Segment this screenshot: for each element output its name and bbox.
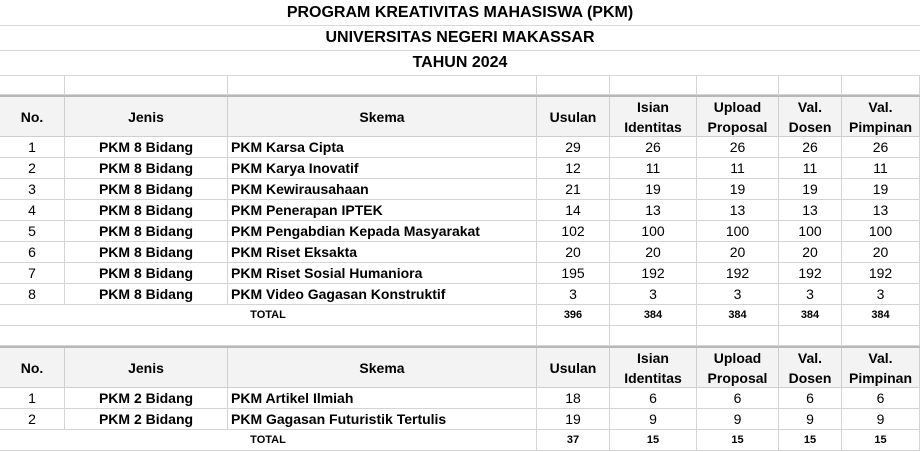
total-upload: 384 — [697, 305, 779, 326]
cell-isian: 100 — [610, 221, 697, 242]
col-no: No. — [0, 97, 65, 137]
cell-skema: PKM Pengabdian Kepada Masyarakat — [228, 221, 537, 242]
cell-usulan: 195 — [537, 263, 610, 284]
cell-usulan: 21 — [537, 179, 610, 200]
cell-jenis: PKM 8 Bidang — [65, 263, 228, 284]
cell-usulan: 3 — [537, 284, 610, 305]
table-row — [0, 263, 920, 284]
col-jenis: Jenis — [65, 97, 228, 137]
table-row — [0, 242, 920, 263]
empty-row — [0, 326, 920, 346]
total-usulan: 396 — [537, 305, 610, 326]
cell-skema: PKM Kewirausahaan — [228, 179, 537, 200]
cell-val-pimpinan: 9 — [842, 409, 920, 430]
cell-val-pimpinan: 6 — [842, 388, 920, 409]
cell-jenis: PKM 2 Bidang — [65, 388, 228, 409]
col-skema: Skema — [228, 97, 537, 137]
cell-usulan: 18 — [537, 388, 610, 409]
cell-val-dosen: 26 — [779, 137, 842, 158]
cell-isian: 11 — [610, 158, 697, 179]
col-val-pimpinan: Val. Pimpinan — [842, 97, 920, 137]
col-isian-identitas: Isian Identitas — [610, 348, 697, 388]
cell-upload: 19 — [697, 179, 779, 200]
cell-usulan: 14 — [537, 200, 610, 221]
col-usulan: Usulan — [537, 348, 610, 388]
cell-upload: 3 — [697, 284, 779, 305]
col-val-dosen: Val. Dosen — [779, 348, 842, 388]
cell-skema: PKM Gagasan Futuristik Tertulis — [228, 409, 537, 430]
cell-val-dosen: 6 — [779, 388, 842, 409]
cell-upload: 192 — [697, 263, 779, 284]
total-isian: 384 — [610, 305, 697, 326]
cell-jenis: PKM 2 Bidang — [65, 409, 228, 430]
cell-isian: 3 — [610, 284, 697, 305]
total-upload: 15 — [697, 430, 779, 451]
cell-upload: 100 — [697, 221, 779, 242]
cell-skema: PKM Video Gagasan Konstruktif — [228, 284, 537, 305]
col-no: No. — [0, 348, 65, 388]
col-usulan: Usulan — [537, 97, 610, 137]
total-val-dosen: 15 — [779, 430, 842, 451]
cell-upload: 6 — [697, 388, 779, 409]
table-1-header — [0, 97, 920, 137]
table-row — [0, 179, 920, 200]
cell-skema: PKM Riset Eksakta — [228, 242, 537, 263]
col-val-dosen: Val. Dosen — [779, 97, 842, 137]
col-upload-proposal: Upload Proposal — [697, 348, 779, 388]
title-line-2: UNIVERSITAS NEGERI MAKASSAR — [325, 29, 595, 46]
total-label: TOTAL — [0, 430, 537, 451]
col-jenis: Jenis — [65, 348, 228, 388]
cell-upload: 9 — [697, 409, 779, 430]
cell-skema: PKM Karya Inovatif — [228, 158, 537, 179]
empty-row — [0, 75, 920, 95]
cell-val-pimpinan: 11 — [842, 158, 920, 179]
cell-val-dosen: 100 — [779, 221, 842, 242]
total-usulan: 37 — [537, 430, 610, 451]
cell-isian: 6 — [610, 388, 697, 409]
cell-isian: 192 — [610, 263, 697, 284]
cell-val-pimpinan: 19 — [842, 179, 920, 200]
cell-skema: PKM Karsa Cipta — [228, 137, 537, 158]
cell-upload: 20 — [697, 242, 779, 263]
cell-isian: 9 — [610, 409, 697, 430]
cell-upload: 11 — [697, 158, 779, 179]
title-line-3: TAHUN 2024 — [412, 54, 508, 71]
table-row — [0, 409, 920, 430]
cell-val-dosen: 192 — [779, 263, 842, 284]
table-row — [0, 388, 920, 409]
table-row — [0, 221, 920, 242]
table-2-header — [0, 348, 920, 388]
total-isian: 15 — [610, 430, 697, 451]
cell-val-pimpinan: 192 — [842, 263, 920, 284]
cell-skema: PKM Riset Sosial Humaniora — [228, 263, 537, 284]
cell-val-pimpinan: 26 — [842, 137, 920, 158]
cell-jenis: PKM 8 Bidang — [65, 284, 228, 305]
cell-val-dosen: 9 — [779, 409, 842, 430]
title-line-1: PROGRAM KREATIVITAS MAHASISWA (PKM) — [286, 4, 634, 21]
table-row — [0, 200, 920, 221]
cell-isian: 26 — [610, 137, 697, 158]
col-upload-proposal: Upload Proposal — [697, 97, 779, 137]
cell-val-pimpinan: 100 — [842, 221, 920, 242]
cell-isian: 20 — [610, 242, 697, 263]
cell-no: 2 — [0, 158, 65, 179]
col-isian-identitas: Isian Identitas — [610, 97, 697, 137]
cell-no: 5 — [0, 221, 65, 242]
cell-usulan: 12 — [537, 158, 610, 179]
cell-isian: 19 — [610, 179, 697, 200]
col-val-pimpinan: Val. Pimpinan — [842, 348, 920, 388]
table-row — [0, 158, 920, 179]
total-val-dosen: 384 — [779, 305, 842, 326]
cell-no: 3 — [0, 179, 65, 200]
total-label: TOTAL — [0, 305, 537, 326]
cell-no: 1 — [0, 388, 65, 409]
cell-val-pimpinan: 13 — [842, 200, 920, 221]
table-1-total-row — [0, 305, 920, 326]
cell-upload: 26 — [697, 137, 779, 158]
cell-skema: PKM Penerapan IPTEK — [228, 200, 537, 221]
col-skema: Skema — [228, 348, 537, 388]
cell-no: 4 — [0, 200, 65, 221]
cell-no: 7 — [0, 263, 65, 284]
total-val-pimpinan: 384 — [842, 305, 920, 326]
table-row — [0, 284, 920, 305]
cell-no: 2 — [0, 409, 65, 430]
cell-no: 1 — [0, 137, 65, 158]
cell-usulan: 19 — [537, 409, 610, 430]
cell-val-dosen: 19 — [779, 179, 842, 200]
cell-no: 8 — [0, 284, 65, 305]
cell-upload: 13 — [697, 200, 779, 221]
cell-jenis: PKM 8 Bidang — [65, 200, 228, 221]
table-row — [0, 137, 920, 158]
cell-val-dosen: 3 — [779, 284, 842, 305]
cell-isian: 13 — [610, 200, 697, 221]
cell-jenis: PKM 8 Bidang — [65, 242, 228, 263]
table-2-total-row — [0, 430, 920, 451]
cell-val-pimpinan: 3 — [842, 284, 920, 305]
cell-skema: PKM Artikel Ilmiah — [228, 388, 537, 409]
total-val-pimpinan: 15 — [842, 430, 920, 451]
cell-jenis: PKM 8 Bidang — [65, 221, 228, 242]
cell-jenis: PKM 8 Bidang — [65, 137, 228, 158]
cell-val-dosen: 11 — [779, 158, 842, 179]
cell-jenis: PKM 8 Bidang — [65, 158, 228, 179]
cell-val-pimpinan: 20 — [842, 242, 920, 263]
cell-usulan: 29 — [537, 137, 610, 158]
cell-no: 6 — [0, 242, 65, 263]
cell-usulan: 20 — [537, 242, 610, 263]
cell-val-dosen: 13 — [779, 200, 842, 221]
cell-jenis: PKM 8 Bidang — [65, 179, 228, 200]
cell-val-dosen: 20 — [779, 242, 842, 263]
cell-usulan: 102 — [537, 221, 610, 242]
